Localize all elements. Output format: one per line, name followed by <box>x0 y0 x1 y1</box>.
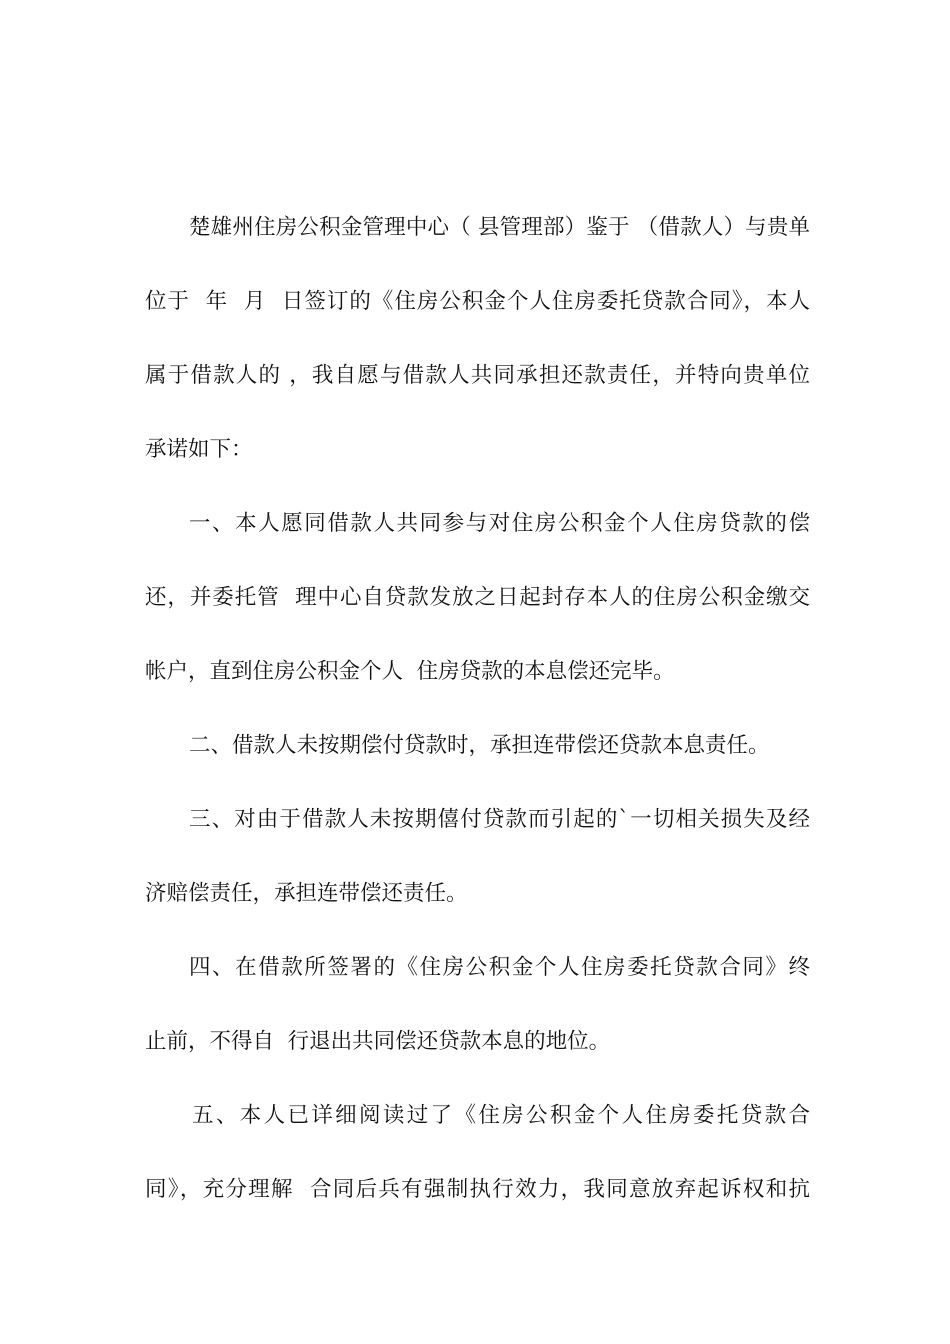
text-line: 位于 年 月 日签订的《住房公积金个人住房委托贷款合同》，本人 <box>145 289 810 314</box>
text-line: 二、借款人未按期偿付贷款时，承担连带偿还贷款本息责任。 <box>189 733 770 758</box>
text-line: 一、本人愿同借款人共同参与对住房公积金个人住房贷款的偿 <box>189 511 810 536</box>
text-line: 帐户，直到住房公积金个人 住房贷款的本息偿还完毕。 <box>145 659 675 684</box>
text-line: 楚雄州住房公积金管理中心（ 县管理部）鉴于 （借款人）与贵单 <box>189 215 810 240</box>
text-line: 止前，不得自 行退出共同偿还贷款本息的地位。 <box>145 1029 611 1054</box>
text-line: 还，并委托管 理中心自贷款发放之日起封存本人的住房公积金缴交 <box>145 585 810 610</box>
text-line: 属于借款人的 ，我自愿与借款人共同承担还款责任，并特向贵单位 <box>145 363 810 388</box>
text-line: 同》，充分理解 合同后兵有强制执行效力，我同意放弃起诉权和抗 <box>145 1177 810 1202</box>
text-line: 承诺如下： <box>145 437 253 462</box>
text-line: 五、本人已详细阅读过了《住房公积金个人住房委托贷款合 <box>192 1103 810 1128</box>
text-line: 济赔偿责任，承担连带偿还责任。 <box>145 881 468 906</box>
text-line: 三、对由于借款人未按期僖付贷款而引起的`一切相关损失及经 <box>189 807 810 832</box>
text-line: 四、在借款所签署的《住房公积金个人住房委托贷款合同》终 <box>189 955 810 980</box>
